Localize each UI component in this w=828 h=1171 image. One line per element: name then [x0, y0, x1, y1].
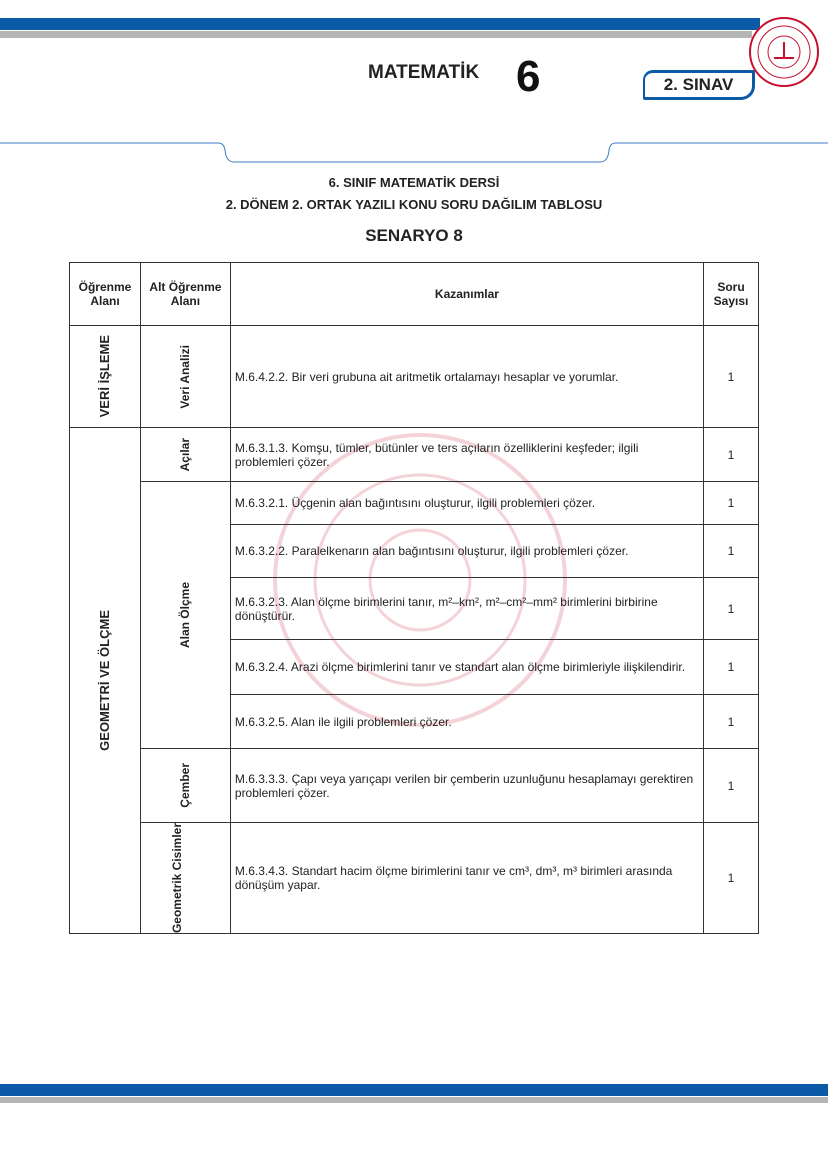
subarea-label: Geometrik Cisimler	[170, 823, 185, 934]
header-subarea: Alt Öğrenme Alanı	[140, 263, 230, 326]
footer-gray-bar	[0, 1097, 828, 1103]
outcome-text: M.6.3.1.3. Komşu, tümler, bütünler ve ters açıların özelliklerini keşfeder; ilgili problemleri çözer.	[230, 428, 703, 482]
question-count: 1	[704, 428, 759, 482]
outcome-text: M.6.3.4.3. Standart hacim ölçme birimlerini tanır ve cm³, dm³, m³ birimleri arasında dönüşüm yapar.	[230, 823, 703, 934]
header-blue-bar	[0, 18, 760, 30]
outcome-text: M.6.3.2.2. Paralelkenarın alan bağıntısını oluşturur, ilgili problemleri çözer.	[230, 525, 703, 578]
scenario-title: SENARYO 8	[365, 226, 463, 245]
header-count: Soru Sayısı	[704, 263, 759, 326]
question-count: 1	[704, 640, 759, 695]
subject-title: MATEMATİK	[368, 62, 480, 83]
outcome-text: M.6.3.2.5. Alan ile ilgili problemleri çözer.	[230, 695, 703, 749]
table-row	[70, 823, 759, 934]
table-header-row	[70, 263, 759, 326]
question-count: 1	[704, 525, 759, 578]
outcome-text: M.6.4.2.2. Bir veri grubuna ait aritmetik ortalamayı hesaplar ve yorumlar.	[230, 326, 703, 428]
outcome-text: M.6.3.2.3. Alan ölçme birimlerini tanır, m²–km², m²–cm²–mm² birimlerini birbirine dönüştürür.	[230, 578, 703, 640]
question-count: 1	[704, 326, 759, 428]
course-title: 6. SINIF MATEMATİK DERSİ	[328, 175, 500, 190]
outcome-text: M.6.3.2.1. Üçgenin alan bağıntısını oluşturur, ilgili problemleri çözer.	[230, 482, 703, 525]
question-count: 1	[704, 749, 759, 823]
table-row	[70, 428, 759, 482]
table-row	[70, 482, 759, 525]
header-divider	[0, 142, 828, 167]
footer-blue-bar	[0, 1084, 828, 1096]
header-area: Öğrenme Alanı	[70, 263, 141, 326]
header-outcomes: Kazanımlar	[230, 263, 703, 326]
ministry-seal-icon	[748, 16, 820, 88]
question-count: 1	[704, 482, 759, 525]
header-gray-bar	[0, 31, 752, 38]
distribution-table	[69, 262, 759, 934]
table-row	[70, 326, 759, 428]
area-label: VERİ İŞLEME	[97, 335, 113, 418]
subarea-label: Çember	[178, 763, 193, 808]
question-count: 1	[704, 578, 759, 640]
subarea-label: Alan Ölçme	[178, 581, 193, 649]
subarea-label: Açılar	[178, 437, 193, 472]
question-count: 1	[704, 695, 759, 749]
outcome-text: M.6.3.2.4. Arazi ölçme birimlerini tanır ve standart alan ölçme birimleriyle ilişkilendirir.	[230, 640, 703, 695]
table-title: 2. DÖNEM 2. ORTAK YAZILI KONU SORU DAĞILIM TABLOSU	[225, 197, 603, 212]
table-row	[70, 749, 759, 823]
grade-number: 6	[516, 52, 541, 101]
question-count: 1	[704, 823, 759, 934]
area-label: GEOMETRİ VE ÖLÇME	[97, 610, 113, 751]
subarea-label: Veri Analizi	[178, 344, 193, 409]
outcome-text: M.6.3.3.3. Çapı veya yarıçapı verilen bir çemberin uzunluğunu hesaplamayı gerektiren problemleri çözer.	[230, 749, 703, 823]
exam-badge: 2. SINAV	[643, 70, 755, 100]
